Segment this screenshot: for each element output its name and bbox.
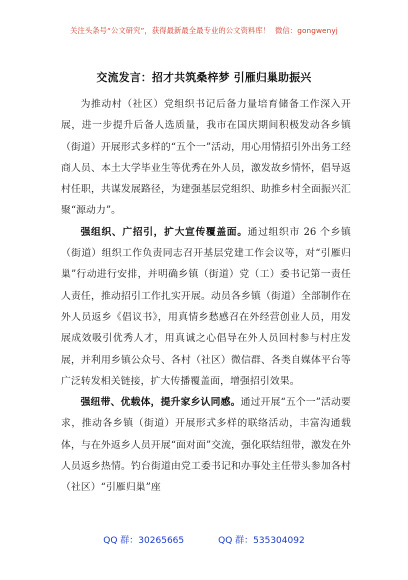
paragraph-intro-text: 为推动村（社区）党组织书记后备力量培育储备工作深入开展，进一步提升后备人选质量，我市在国庆期间积极发动各乡镇（街道）开展形式多样的“五个一”活动，用心用情招引外出务工经商人员、本土大学毕业生等优秀在外人员，激发故乡情怀，倡导返村任职，共谋发展路径，为建强基层党组织、助推乡村全面振兴汇聚“源动力”。 xyxy=(61,99,351,217)
header-wechat: 微信：gongwenyj xyxy=(275,26,338,35)
header-notice xyxy=(0,26,408,36)
paragraph-bond xyxy=(61,392,351,498)
paragraph-organization-lead: 强组织、广招引，扩大宣传覆盖面。 xyxy=(80,226,248,238)
footer-qq-groups xyxy=(0,533,408,546)
document-body xyxy=(61,94,351,499)
paragraph-organization xyxy=(61,222,351,392)
document-title: 交流发言：招才共筑桑梓梦 引雁归巢助振兴 xyxy=(96,71,312,84)
paragraph-bond-lead: 强纽带、优载体，提升家乡认同感。 xyxy=(80,397,241,409)
header-notice-text: 关注头条号“公文研究”，获得最新最全最专业的公文资料库！ xyxy=(70,26,271,35)
paragraph-intro xyxy=(61,94,351,222)
footer-qq-group-2: QQ 群：535304092 xyxy=(218,536,305,546)
paragraph-bond-text: 通过开展“五个一”活动要求，推动各乡镇（街道）开展形式多样的联络活动，丰富沟通载体，与在外返乡人员开展“面对面”交流，强化联结纽带，激发在外人员返乡热情。钓台街道由党工委书记和办事处主任带头参加各村（社区）“引雁归巢”座 xyxy=(61,397,351,494)
footer-qq-group-1: QQ 群：30265665 xyxy=(103,536,185,546)
paragraph-organization-text: 通过组织市 26 个乡镇（街道）组织工作负责同志召开基层党建工作会议等，对“引雁归巢”行动进行安排，并明确乡镇（街道）党（工）委书记第一责任人责任，推动招引工作扎实开展。动员各乡镇（街道）全部制作在外人员返乡《倡议书》，用真情乡愁感召在外经营创业人员，用发展成效吸引优秀人才，用真诚之心倡导在外人员回村参与村庄发展，并利用乡镇公众号、各村（社区）微信群、各类自媒体平台等广泛转发相关链接，扩大传播覆盖面，增强招引效果。 xyxy=(61,226,351,387)
